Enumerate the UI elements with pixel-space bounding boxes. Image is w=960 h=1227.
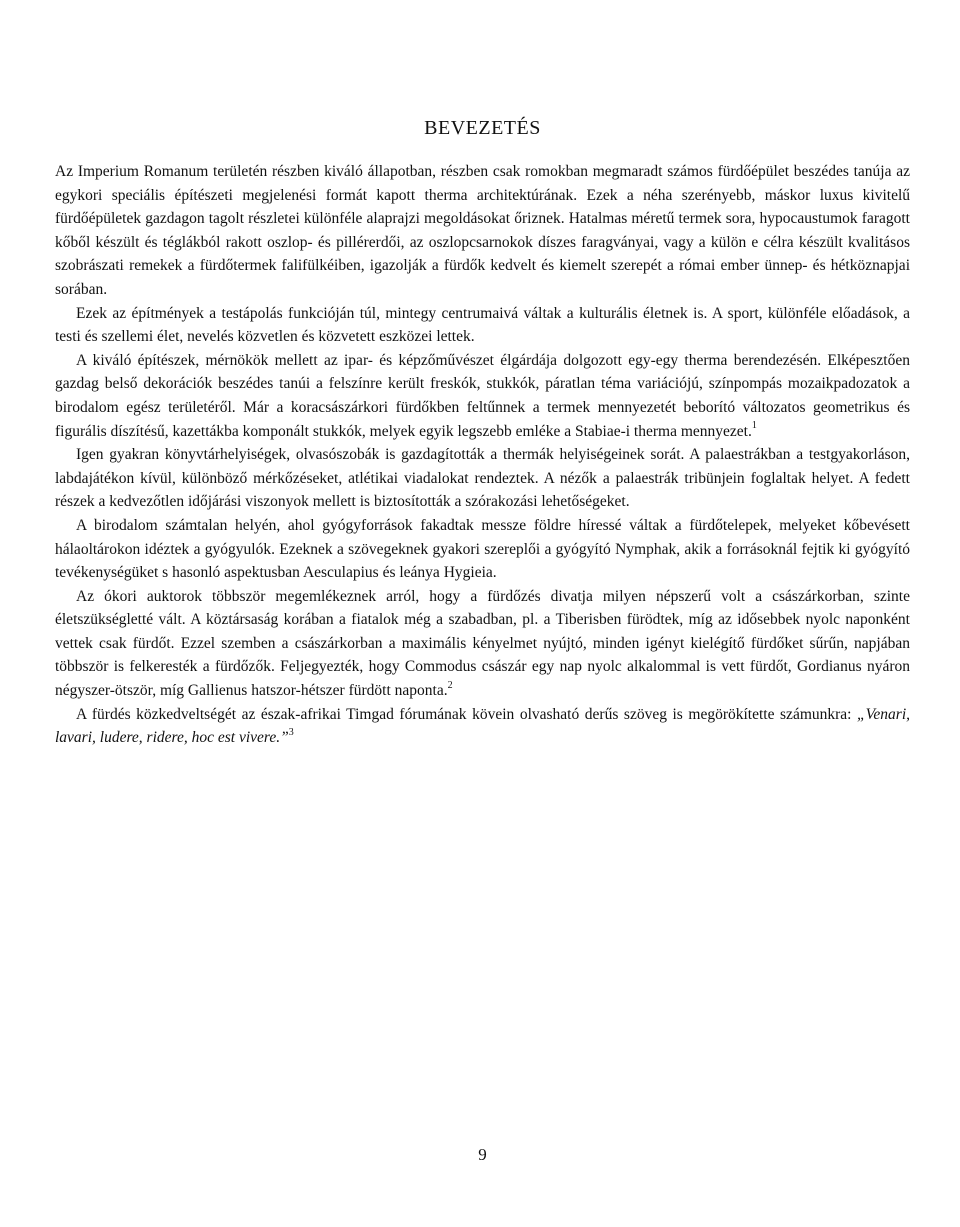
paragraph-text: A fürdés közkedveltségét az észak-afrikai Timgad fórumának kövein olvasható derűs szöveg is megörökítette számunkra: <box>76 705 858 723</box>
paragraph-text: Ezek az építmények a testápolás funkcióján túl, mintegy centrumaivá váltak a kulturális életnek is. A sport, különféle előadások, a testi és szellemi élet, nevelés közvetlen és közvetett eszközei lettek. <box>55 304 910 346</box>
footnote-ref-3[interactable]: 3 <box>288 727 294 739</box>
page-title: BEVEZETÉS <box>424 117 541 139</box>
paragraph-5 <box>55 514 910 585</box>
paragraph-1 <box>55 160 910 302</box>
body-text <box>55 160 910 750</box>
paragraph-4 <box>55 443 910 514</box>
paragraph-text: Az Imperium Romanum területén részben kiváló állapotban, részben csak romokban megmaradt számos fürdőépület beszédes tanúja az egykori speciális építészeti megjelenési formát kapott therma architektúrának. Ezek a néha szerényebb, máskor luxus kivitelű fürdőépületek gazdagon tagolt részletei különféle alaprajzi megoldásokat őriznek. Hatalmas méretű termek sora, hypocaustumok faragott kőből készült és téglákból rakott oszlop- és pillérerdői, az oszlopcsarnokok díszes faragványai, vagy a külön e célra készült kvalitásos szobrászati remekek a fürdőtermek falifülkéiben, igazolják a fürdők kedvelt és kiemelt szerepét a római ember ünnep- és hétköznapjai sorában. <box>55 163 910 298</box>
paragraph-text: Igen gyakran könyvtárhelyiségek, olvasószobák is gazdagították a thermák helyiségeinek sorát. A palaestrákban a testgyakorláson, labdajátékon kívül, különböző mérkőzéseket, atlétikai viadalokat rendeztek. A nézők a palaestrák tribünjein foglaltak helyet. A fedett részek a kedvezőtlen időjárási viszonyok mellett is biztosították a szórakozási lehetőségeket. <box>55 446 910 511</box>
footnote-ref-1[interactable]: 1 <box>751 420 757 432</box>
paragraph-2 <box>55 302 910 349</box>
paragraph-3 <box>55 349 910 443</box>
paragraph-text: A kiváló építészek, mérnökök mellett az ipar- és képzőművészet élgárdája dolgozott egy-egy therma berendezésén. Elképesztően gazdag belső dekorációk beszédes tanúi a felszínre került freskók, stukkók, páratlan téma variációjú, színpompás mozaikpadozatok a birodalom egész területéről. Már a koracsászárkori fürdőkben feltűnnek a termek mennyezetét beborító változatos geometrikus és figurális díszítésű, kazettákba komponált stukkók, melyek egyik legszebb emléke a Stabiae-i therma mennyezet. <box>55 351 910 440</box>
paragraph-7 <box>55 703 910 750</box>
page-number: 9 <box>478 1145 487 1164</box>
footnote-ref-2[interactable]: 2 <box>447 679 453 691</box>
paragraph-text: A birodalom számtalan helyén, ahol gyógyforrások fakadtak messze földre híressé váltak a fürdőtelepek, melyeket kőbevésett hálaoltárokon idéztek a gyógyulók. Ezeknek a szövegeknek gyakori szereplői a gyógyító Nymphak, akik a forrásoknál fejtik ki gyógyító tevékenységüket s hasonló aspektusban Aesculapius és leánya Hygieia. <box>55 516 910 582</box>
paragraph-6 <box>55 585 910 703</box>
latin-quote: „Venari, lavari, ludere, ridere, hoc est vivere.” <box>55 705 910 747</box>
paragraph-text: Az ókori auktorok többször megemlékeznek arról, hogy a fürdőzés divatja milyen népszerű volt a császárkorban, szinte életszükségletté vált. A köztársaság korában a fiatalok még a szabadban, pl. a Tiberisben fürödtek, míg az idősebbek nyolc naponként vettek csak fürdőt. Ezzel szemben a császárkorban a maximális kényelmet nyújtó, minden igényt kielégítő fürdőket sűrűn, napjában többször is felkeresték a fürdőzők. Feljegyezték, hogy Commodus császár egy nap nyolc alkalommal is vett fürdőt, Gordianus nyáron négyszer-ötször, míg Gallienus hatszor-hétszer fürdött naponta. <box>55 587 910 700</box>
page <box>55 0 910 1227</box>
